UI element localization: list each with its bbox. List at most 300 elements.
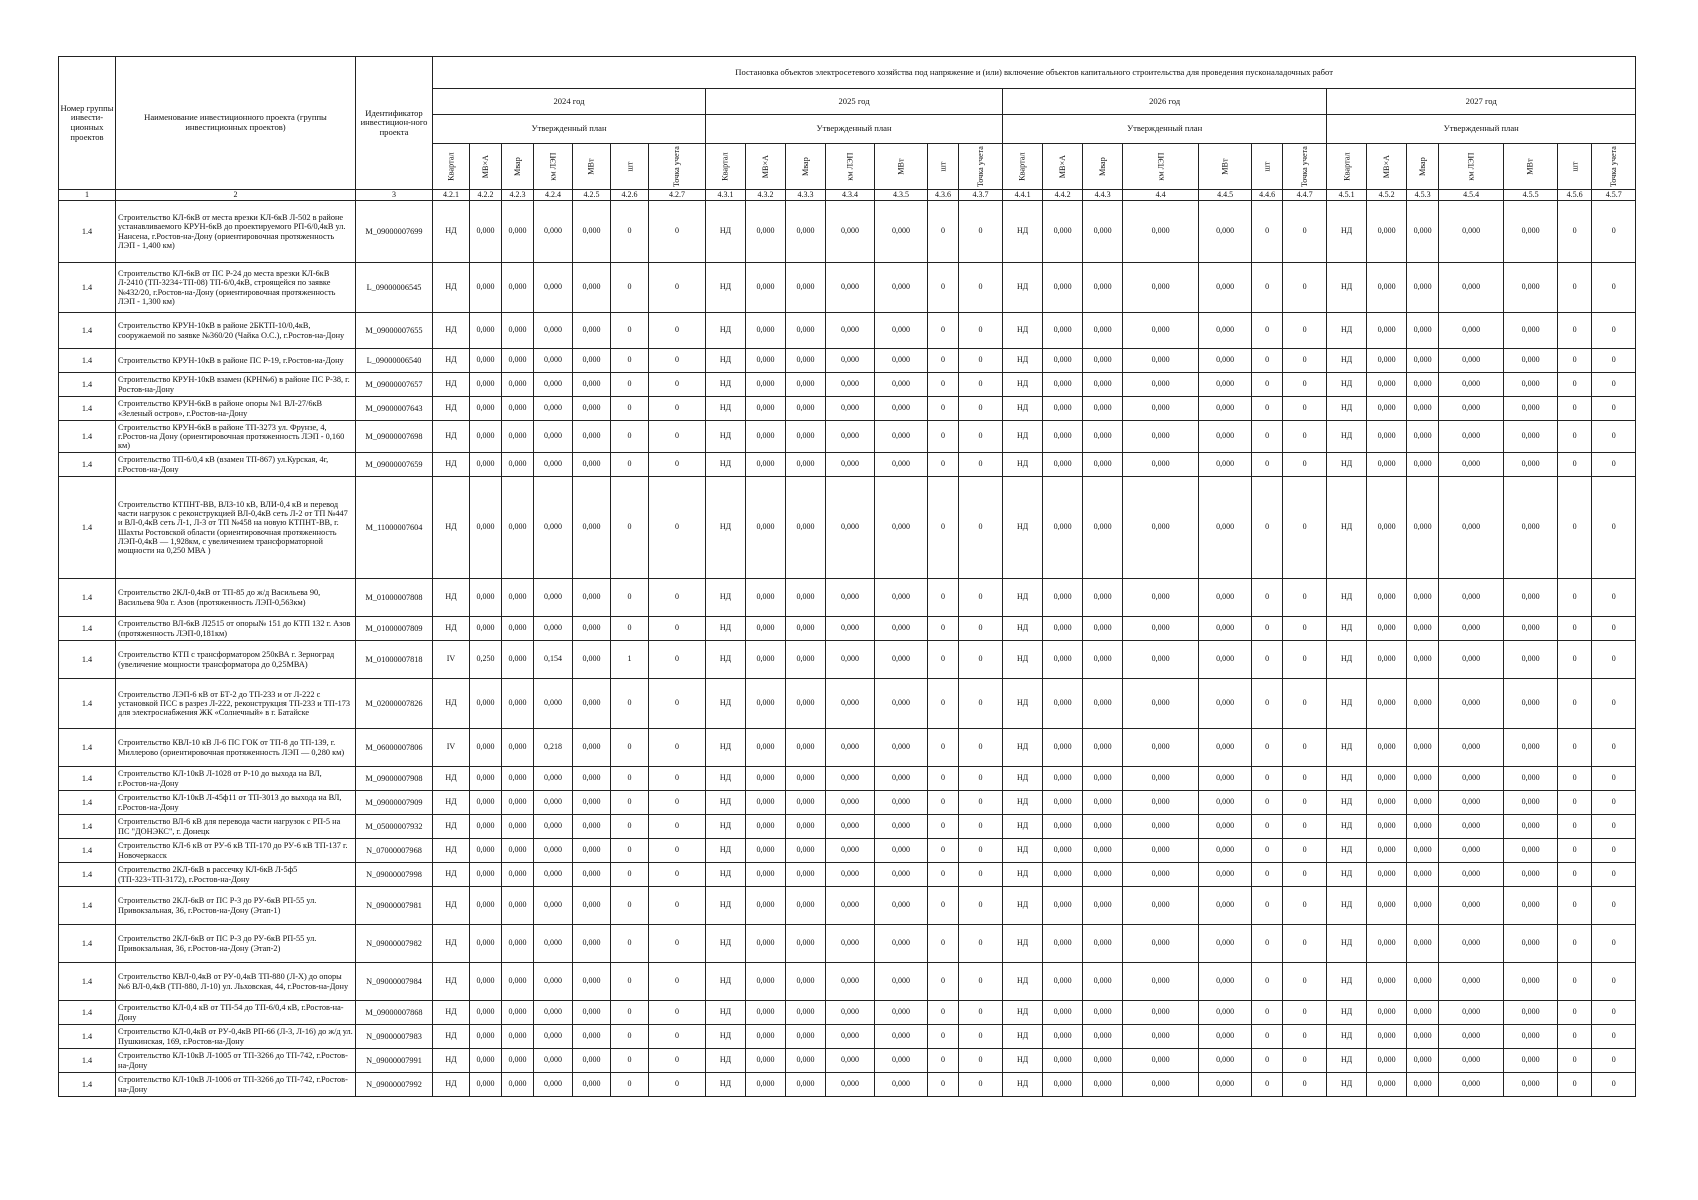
group-number-cell: 1.4 — [59, 791, 116, 815]
value-cell: 0,000 — [1199, 679, 1252, 729]
value-cell: 0,000 — [746, 839, 786, 863]
value-cell: 0,000 — [1407, 1073, 1439, 1097]
value-cell: 0 — [1592, 579, 1636, 617]
column-number: 4.4 — [1123, 190, 1199, 201]
value-cell: 0,000 — [470, 925, 502, 963]
group-number-cell: 1.4 — [59, 863, 116, 887]
value-cell: 0 — [611, 1025, 649, 1049]
column-number: 4.2.5 — [573, 190, 611, 201]
value-cell: 0,000 — [1367, 767, 1407, 791]
value-cell: НД — [433, 863, 470, 887]
value-cell: 0,000 — [1199, 863, 1252, 887]
value-cell: 0,000 — [786, 767, 826, 791]
value-cell: НД — [1003, 815, 1043, 839]
value-cell: 0,000 — [470, 863, 502, 887]
value-cell: НД — [1003, 887, 1043, 925]
value-cell: 0,000 — [1439, 887, 1504, 925]
column-number: 4.4.5 — [1199, 190, 1252, 201]
value-cell: 0 — [1283, 477, 1327, 579]
value-cell: 0,000 — [1504, 679, 1558, 729]
value-cell: 0,000 — [786, 349, 826, 373]
subheader-cell — [1367, 144, 1407, 190]
subheader-label: шт — [624, 161, 634, 172]
value-cell: 0 — [928, 767, 959, 791]
value-cell: 0,000 — [826, 1073, 875, 1097]
value-cell: 0,000 — [470, 263, 502, 313]
value-cell: 0,000 — [470, 453, 502, 477]
value-cell: 0,000 — [1367, 477, 1407, 579]
value-cell: 0 — [611, 887, 649, 925]
value-cell: 0,000 — [1367, 863, 1407, 887]
value-cell: 0 — [1252, 925, 1283, 963]
subheader-cell — [433, 144, 470, 190]
value-cell: 0,000 — [826, 397, 875, 421]
value-cell: 0,000 — [1504, 373, 1558, 397]
value-cell: 0 — [928, 963, 959, 1001]
value-cell: 0,000 — [1504, 791, 1558, 815]
value-cell: 0,000 — [534, 313, 573, 349]
value-cell: 0,000 — [502, 453, 534, 477]
value-cell: 0 — [1283, 453, 1327, 477]
value-cell: НД — [433, 815, 470, 839]
value-cell: 0 — [1252, 421, 1283, 453]
value-cell: 0,000 — [573, 1001, 611, 1025]
value-cell: 0,000 — [1199, 963, 1252, 1001]
value-cell: 0,000 — [573, 863, 611, 887]
value-cell: 0,000 — [826, 641, 875, 679]
value-cell: НД — [706, 201, 746, 263]
value-cell: 0 — [1283, 1001, 1327, 1025]
subheader-cell — [1083, 144, 1123, 190]
value-cell: 0,000 — [1407, 767, 1439, 791]
value-cell: 0,000 — [1407, 373, 1439, 397]
value-cell: 0,000 — [470, 1073, 502, 1097]
value-cell: 1 — [611, 641, 649, 679]
value-cell: 0,000 — [746, 1001, 786, 1025]
value-cell: 0,000 — [502, 815, 534, 839]
value-cell: НД — [1327, 925, 1367, 963]
table-row — [59, 477, 1636, 579]
value-cell: 0 — [928, 791, 959, 815]
value-cell: 0,000 — [1439, 729, 1504, 767]
value-cell: НД — [706, 477, 746, 579]
value-cell: 0,000 — [1123, 729, 1199, 767]
value-cell: 0,000 — [746, 477, 786, 579]
value-cell: 0,000 — [1123, 349, 1199, 373]
table-row — [59, 421, 1636, 453]
project-name-cell: Строительство КРУН-6кВ в районе опоры №1 ВЛ-27/6кВ «Зеленый остров», г.Ростов-на-Дону — [116, 397, 356, 421]
value-cell: 0,000 — [1439, 1025, 1504, 1049]
value-cell: 0,000 — [573, 477, 611, 579]
table-row — [59, 1049, 1636, 1073]
value-cell: 0 — [959, 453, 1003, 477]
value-cell: НД — [433, 925, 470, 963]
value-cell: 0,000 — [1123, 397, 1199, 421]
value-cell: 0 — [649, 863, 706, 887]
value-cell: 0,000 — [1199, 1001, 1252, 1025]
value-cell: 0 — [928, 925, 959, 963]
value-cell: 0 — [959, 421, 1003, 453]
value-cell: НД — [1327, 453, 1367, 477]
value-cell: 0 — [649, 963, 706, 1001]
value-cell: 0,000 — [1083, 201, 1123, 263]
value-cell: 0,000 — [502, 201, 534, 263]
value-cell: 0 — [959, 373, 1003, 397]
value-cell: 0,000 — [1199, 477, 1252, 579]
subheader-label: Квартал — [1342, 152, 1352, 181]
value-cell: 0,000 — [786, 641, 826, 679]
value-cell: 0,000 — [573, 421, 611, 453]
value-cell: 0,000 — [534, 863, 573, 887]
value-cell: 0,000 — [573, 313, 611, 349]
value-cell: 0 — [649, 1001, 706, 1025]
column-number: 4.4.6 — [1252, 190, 1283, 201]
group-number-cell: 1.4 — [59, 453, 116, 477]
subheader-cell — [875, 144, 928, 190]
value-cell: 0,000 — [826, 477, 875, 579]
value-cell: 0,000 — [470, 1025, 502, 1049]
value-cell: 0,000 — [875, 863, 928, 887]
project-name-cell: Строительство КЛ-10кВ Л-1006 от ТП-3266 до ТП-742, г.Ростов-на-Дону — [116, 1073, 356, 1097]
value-cell: 0,000 — [573, 579, 611, 617]
value-cell: 0,000 — [1199, 263, 1252, 313]
value-cell: 0,000 — [1043, 313, 1083, 349]
value-cell: 0,000 — [1123, 617, 1199, 641]
value-cell: 0 — [959, 201, 1003, 263]
value-cell: 0,000 — [1407, 617, 1439, 641]
value-cell: 0 — [1283, 421, 1327, 453]
value-cell: НД — [1003, 1025, 1043, 1049]
group-number-cell: 1.4 — [59, 887, 116, 925]
value-cell: 0,250 — [470, 641, 502, 679]
value-cell: 0,000 — [1123, 579, 1199, 617]
group-number-cell: 1.4 — [59, 815, 116, 839]
value-cell: НД — [1327, 839, 1367, 863]
table-row — [59, 839, 1636, 863]
subheader-cell — [1003, 144, 1043, 190]
value-cell: 0,000 — [502, 263, 534, 313]
value-cell: 0 — [1283, 863, 1327, 887]
value-cell: 0,000 — [1439, 349, 1504, 373]
value-cell: 0,000 — [875, 839, 928, 863]
value-cell: 0,000 — [746, 641, 786, 679]
value-cell: 0 — [1592, 963, 1636, 1001]
value-cell: 0,000 — [1407, 791, 1439, 815]
value-cell: 0,000 — [1083, 641, 1123, 679]
value-cell: 0,000 — [1043, 349, 1083, 373]
value-cell: НД — [706, 791, 746, 815]
value-cell: 0,000 — [1083, 791, 1123, 815]
value-cell: 0 — [1558, 839, 1592, 863]
value-cell: 0,000 — [875, 1049, 928, 1073]
project-name-cell: Строительство КРУН-6кВ в районе ТП-3273 ул. Фрунзе, 4, г.Ростов-на Дону (ориентировочная протяженность ЛЭП - 0,160 км) — [116, 421, 356, 453]
value-cell: 0,000 — [534, 1025, 573, 1049]
value-cell: 0 — [1283, 397, 1327, 421]
value-cell: 0 — [1252, 397, 1283, 421]
subheader-cell — [746, 144, 786, 190]
header-group-number: Номер группы инвести-ционных проектов — [59, 57, 116, 190]
subheader-cell — [1123, 144, 1199, 190]
value-cell: 0,000 — [875, 679, 928, 729]
value-cell: НД — [706, 1025, 746, 1049]
value-cell: 0 — [959, 1049, 1003, 1073]
value-cell: 0 — [959, 791, 1003, 815]
value-cell: 0,000 — [573, 791, 611, 815]
project-id-cell: M_09000007699 — [356, 201, 433, 263]
value-cell: НД — [433, 1001, 470, 1025]
value-cell: 0,000 — [502, 1073, 534, 1097]
subheader-label: км ЛЭП — [845, 152, 855, 181]
value-cell: 0,000 — [1367, 453, 1407, 477]
value-cell: 0,000 — [786, 679, 826, 729]
value-cell: 0,000 — [1083, 477, 1123, 579]
value-cell: 0,000 — [502, 477, 534, 579]
column-number: 4.4.2 — [1043, 190, 1083, 201]
column-number: 4.2.7 — [649, 190, 706, 201]
group-number-cell: 1.4 — [59, 579, 116, 617]
value-cell: 0 — [611, 263, 649, 313]
column-number: 4.5.5 — [1504, 190, 1558, 201]
value-cell: 0,000 — [1043, 815, 1083, 839]
value-cell: 0 — [649, 373, 706, 397]
value-cell: 0 — [1252, 313, 1283, 349]
value-cell: 0,000 — [534, 397, 573, 421]
value-cell: 0,000 — [470, 579, 502, 617]
table-row — [59, 887, 1636, 925]
value-cell: 0 — [1558, 963, 1592, 1001]
value-cell: 0,000 — [1504, 453, 1558, 477]
value-cell: 0,000 — [826, 1049, 875, 1073]
subheader-cell — [826, 144, 875, 190]
value-cell: НД — [1003, 641, 1043, 679]
value-cell: 0,000 — [786, 839, 826, 863]
value-cell: 0,000 — [1504, 617, 1558, 641]
value-cell: НД — [433, 1073, 470, 1097]
value-cell: 0 — [649, 1049, 706, 1073]
value-cell: 0,000 — [1367, 839, 1407, 863]
value-cell: 0 — [1558, 453, 1592, 477]
value-cell: 0,000 — [1043, 887, 1083, 925]
value-cell: 0 — [928, 579, 959, 617]
value-cell: 0,000 — [470, 349, 502, 373]
value-cell: 0 — [959, 839, 1003, 863]
value-cell: 0,000 — [1367, 579, 1407, 617]
column-number: 3 — [356, 190, 433, 201]
value-cell: 0 — [1283, 579, 1327, 617]
value-cell: 0,000 — [573, 887, 611, 925]
project-name-cell: Строительство КЛ-10кВ Л-1028 от Р-10 до выхода на ВЛ, г.Ростов-на-Дону — [116, 767, 356, 791]
investment-table — [58, 56, 1636, 1097]
value-cell: 0 — [1592, 887, 1636, 925]
value-cell: 0,000 — [1043, 1025, 1083, 1049]
value-cell: 0,000 — [1083, 349, 1123, 373]
value-cell: 0 — [928, 641, 959, 679]
value-cell: НД — [1327, 1001, 1367, 1025]
value-cell: 0,000 — [1083, 815, 1123, 839]
value-cell: IV — [433, 641, 470, 679]
value-cell: НД — [1327, 1073, 1367, 1097]
value-cell: 0 — [1252, 1073, 1283, 1097]
value-cell: 0,000 — [1043, 397, 1083, 421]
value-cell: 0 — [928, 887, 959, 925]
value-cell: 0,000 — [470, 477, 502, 579]
value-cell: 0,000 — [786, 1025, 826, 1049]
value-cell: 0,000 — [1043, 925, 1083, 963]
value-cell: 0,000 — [1123, 373, 1199, 397]
value-cell: 0,000 — [1123, 263, 1199, 313]
value-cell: НД — [1003, 729, 1043, 767]
column-number: 4.5.6 — [1558, 190, 1592, 201]
table-row — [59, 815, 1636, 839]
value-cell: 0,000 — [534, 839, 573, 863]
value-cell: 0,000 — [1199, 887, 1252, 925]
project-id-cell: M_09000007698 — [356, 421, 433, 453]
value-cell: 0,000 — [1367, 1025, 1407, 1049]
column-number: 4.2.2 — [470, 190, 502, 201]
value-cell: 0,000 — [573, 679, 611, 729]
value-cell: 0,000 — [1439, 201, 1504, 263]
value-cell: 0 — [1592, 815, 1636, 839]
value-cell: 0,000 — [826, 839, 875, 863]
value-cell: 0 — [649, 729, 706, 767]
value-cell: 0,000 — [470, 729, 502, 767]
subheader-label: МВт — [1526, 158, 1536, 175]
value-cell: 0 — [1592, 925, 1636, 963]
value-cell: 0 — [611, 477, 649, 579]
value-cell: 0,000 — [826, 201, 875, 263]
value-cell: 0,000 — [875, 963, 928, 1001]
value-cell: 0 — [959, 617, 1003, 641]
value-cell: 0 — [649, 397, 706, 421]
value-cell: 0,000 — [1439, 263, 1504, 313]
value-cell: 0 — [1252, 641, 1283, 679]
value-cell: НД — [706, 1073, 746, 1097]
value-cell: 0,000 — [826, 679, 875, 729]
value-cell: 0,000 — [746, 1049, 786, 1073]
value-cell: 0 — [1558, 1001, 1592, 1025]
value-cell: 0 — [928, 863, 959, 887]
table-row — [59, 1073, 1636, 1097]
value-cell: НД — [433, 397, 470, 421]
value-cell: 0,000 — [786, 729, 826, 767]
value-cell: 0,000 — [573, 963, 611, 1001]
subheader-cell — [1043, 144, 1083, 190]
project-name-cell: Строительство КРУН-10кВ взамен (КРН№6) в районе ПС Р-38, г. Ростов-на-Дону — [116, 373, 356, 397]
value-cell: НД — [706, 925, 746, 963]
value-cell: 0,000 — [1199, 729, 1252, 767]
value-cell: 0 — [649, 887, 706, 925]
value-cell: 0,000 — [826, 925, 875, 963]
value-cell: 0 — [928, 729, 959, 767]
value-cell: 0,000 — [470, 815, 502, 839]
value-cell: 0,000 — [786, 421, 826, 453]
header-project-id: Идентификатор инвестицион-ного проекта — [356, 57, 433, 190]
value-cell: 0,000 — [470, 421, 502, 453]
value-cell: 0,000 — [1407, 839, 1439, 863]
group-number-cell: 1.4 — [59, 263, 116, 313]
value-cell: 0,000 — [1123, 767, 1199, 791]
project-name-cell: Строительство КЛ-6 кВ от РУ-6 кВ ТП-170 до РУ-6 кВ ТП-137 г. Новочеркасск — [116, 839, 356, 863]
value-cell: 0 — [1283, 349, 1327, 373]
value-cell: 0,000 — [746, 313, 786, 349]
value-cell: 0,000 — [746, 679, 786, 729]
value-cell: 0,000 — [746, 263, 786, 313]
column-number: 4.5.7 — [1592, 190, 1636, 201]
value-cell: 0 — [1252, 1049, 1283, 1073]
value-cell: 0,000 — [1123, 641, 1199, 679]
subheader-label: Точка учета — [672, 145, 682, 187]
value-cell: 0,000 — [1504, 421, 1558, 453]
table-row — [59, 1025, 1636, 1049]
column-number: 4.5.3 — [1407, 190, 1439, 201]
value-cell: 0 — [611, 815, 649, 839]
value-cell: 0,000 — [470, 1001, 502, 1025]
value-cell: НД — [706, 313, 746, 349]
subheader-cell — [1199, 144, 1252, 190]
value-cell: 0,000 — [470, 1049, 502, 1073]
value-cell: 0,000 — [502, 1001, 534, 1025]
value-cell: 0 — [928, 397, 959, 421]
value-cell: 0,000 — [1199, 791, 1252, 815]
project-id-cell: N_09000007998 — [356, 863, 433, 887]
value-cell: 0,000 — [1199, 815, 1252, 839]
value-cell: 0 — [959, 1025, 1003, 1049]
table-row — [59, 1001, 1636, 1025]
value-cell: 0 — [1283, 1073, 1327, 1097]
value-cell: 0,000 — [1123, 815, 1199, 839]
value-cell: 0 — [1252, 887, 1283, 925]
value-cell: 0 — [1252, 201, 1283, 263]
value-cell: 0,000 — [534, 1049, 573, 1073]
value-cell: 0 — [649, 815, 706, 839]
subheader-label: Квартал — [446, 152, 456, 181]
value-cell: 0 — [1558, 729, 1592, 767]
project-name-cell: Строительство КЛ-10кВ Л-1005 от ТП-3266 до ТП-742, г.Ростов-на-Дону — [116, 1049, 356, 1073]
value-cell: 0 — [1592, 201, 1636, 263]
value-cell: 0,000 — [1123, 421, 1199, 453]
value-cell: 0,000 — [1407, 963, 1439, 1001]
value-cell: 0,000 — [1504, 963, 1558, 1001]
project-name-cell: Строительство ВЛ-6 кВ для перевода части нагрузок с РП-5 на ПС "ДОНЭКС", г. Донецк — [116, 815, 356, 839]
value-cell: 0,000 — [1083, 679, 1123, 729]
value-cell: 0,000 — [786, 617, 826, 641]
value-cell: 0,000 — [1083, 453, 1123, 477]
value-cell: 0,000 — [1407, 815, 1439, 839]
value-cell: 0,000 — [573, 397, 611, 421]
value-cell: 0,000 — [502, 679, 534, 729]
value-cell: 0,000 — [1043, 579, 1083, 617]
value-cell: 0,000 — [502, 963, 534, 1001]
subheader-label: Точка учета — [1300, 145, 1310, 187]
value-cell: 0,000 — [502, 617, 534, 641]
value-cell: НД — [1003, 263, 1043, 313]
value-cell: 0,000 — [534, 791, 573, 815]
value-cell: 0,000 — [875, 1073, 928, 1097]
value-cell: 0,000 — [573, 263, 611, 313]
value-cell: 0,000 — [1367, 815, 1407, 839]
value-cell: 0 — [649, 641, 706, 679]
value-cell: НД — [433, 791, 470, 815]
value-cell: 0 — [611, 863, 649, 887]
value-cell: 0,000 — [826, 963, 875, 1001]
subheader-label: МВ×А — [1382, 154, 1392, 179]
value-cell: НД — [1003, 863, 1043, 887]
value-cell: 0,000 — [573, 767, 611, 791]
value-cell: 0 — [1252, 839, 1283, 863]
value-cell: 0,000 — [1043, 1073, 1083, 1097]
project-id-cell: L_09000006545 — [356, 263, 433, 313]
value-cell: 0,000 — [875, 1025, 928, 1049]
